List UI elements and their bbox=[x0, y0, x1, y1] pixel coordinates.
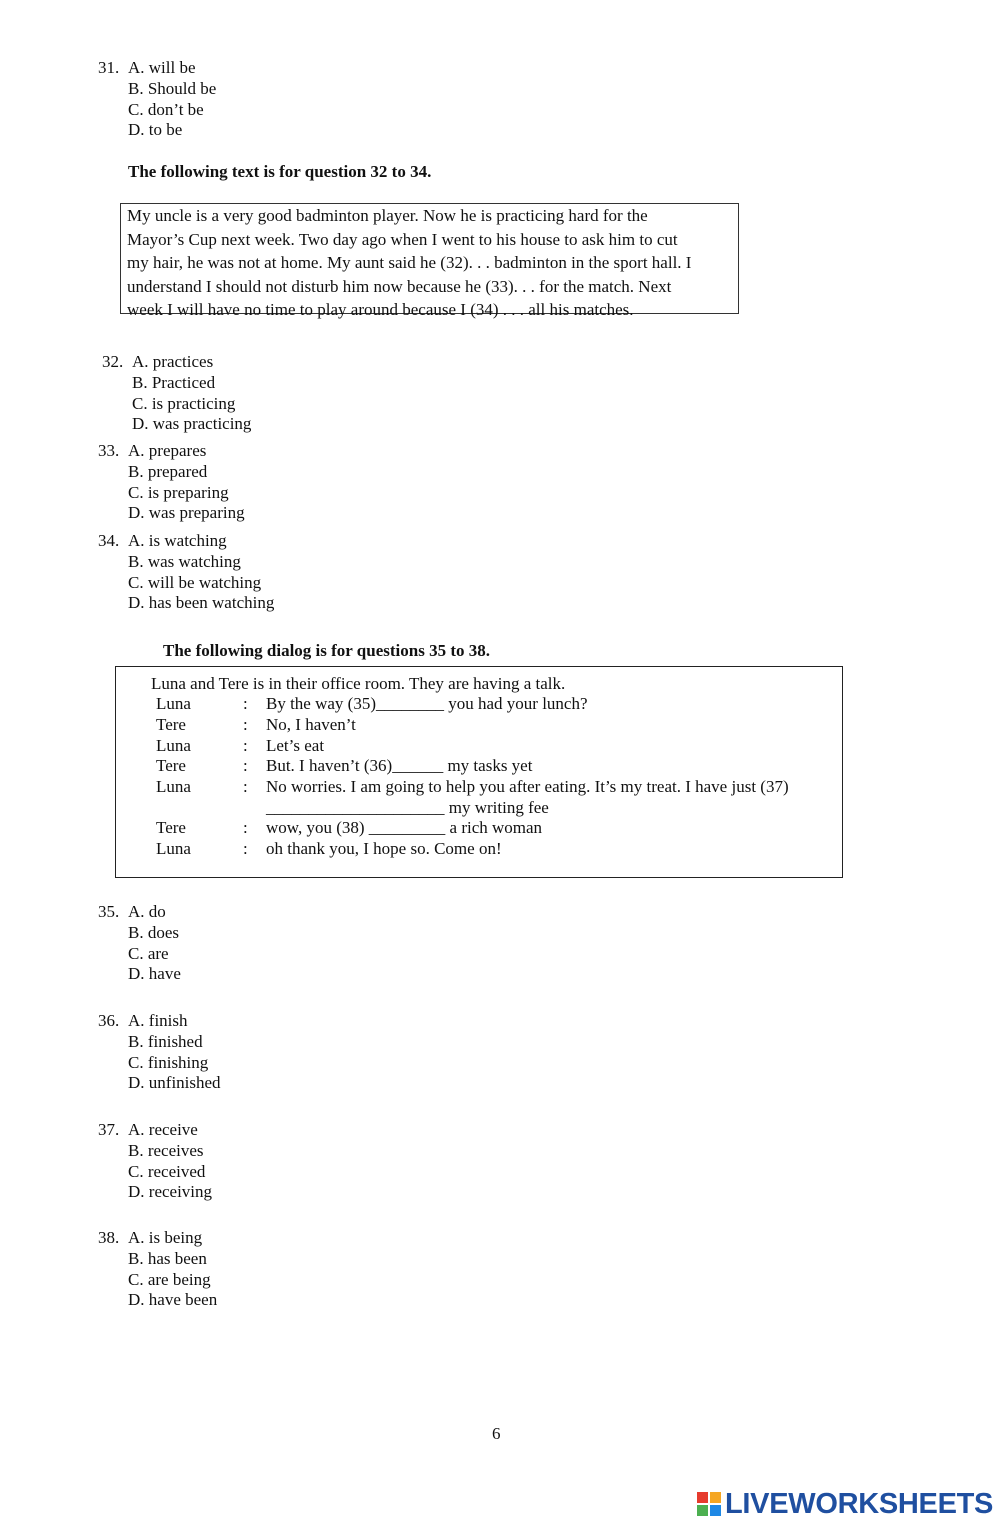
section-heading-35-38: The following dialog is for questions 35 to 38. bbox=[163, 641, 490, 660]
option-c[interactable]: C. is preparing bbox=[128, 482, 229, 502]
dialog-box bbox=[115, 666, 843, 878]
dialog-line: By the way (35)________ you had your lunch? bbox=[266, 694, 588, 713]
dialog-line: No worries. I am going to help you after eating. It’s my treat. I have just (37) bbox=[266, 777, 789, 796]
dialog-intro: Luna and Tere is in their office room. They are having a talk. bbox=[151, 674, 566, 693]
speaker: Luna bbox=[156, 777, 191, 796]
option-c[interactable]: C. is practicing bbox=[132, 393, 236, 413]
option-a[interactable]: A. practices bbox=[132, 352, 214, 371]
speaker: Tere bbox=[156, 818, 186, 837]
option-a[interactable]: A. is watching bbox=[128, 531, 227, 550]
option-c[interactable]: C. are bbox=[128, 943, 169, 963]
option-c[interactable]: C. received bbox=[128, 1161, 206, 1181]
option-c[interactable]: C. will be watching bbox=[128, 572, 262, 592]
option-a[interactable]: A. finish bbox=[128, 1011, 188, 1030]
speaker: Tere bbox=[156, 756, 186, 775]
passage-line: understand I should not disturb him now because he (33). . . for the match. Next bbox=[127, 276, 672, 296]
liveworksheets-logo bbox=[697, 1488, 993, 1520]
dialog-line: _____________________ my writing fee bbox=[266, 798, 549, 817]
dialog-line: oh thank you, I hope so. Come on! bbox=[266, 839, 502, 858]
colon: : bbox=[243, 756, 248, 775]
question-number: 34. bbox=[98, 531, 120, 550]
logo-block bbox=[710, 1492, 721, 1503]
question-number: 33. bbox=[98, 441, 120, 460]
option-c[interactable]: C. finishing bbox=[128, 1052, 209, 1072]
option-b[interactable]: B. prepared bbox=[128, 461, 208, 481]
option-b[interactable]: B. Practiced bbox=[132, 372, 216, 392]
colon: : bbox=[243, 694, 248, 713]
option-b[interactable]: B. was watching bbox=[128, 551, 241, 571]
question-number: 35. bbox=[98, 902, 120, 921]
speaker: Tere bbox=[156, 715, 186, 734]
option-b[interactable]: B. receives bbox=[128, 1140, 204, 1160]
passage-line: week I will have no time to play around because I (34) . . . all his matches. bbox=[127, 300, 634, 320]
option-b[interactable]: B. Should be bbox=[128, 78, 217, 98]
question-number: 38. bbox=[98, 1228, 120, 1247]
option-d[interactable]: D. was preparing bbox=[128, 503, 245, 523]
colon: : bbox=[243, 839, 248, 858]
question-number: 37. bbox=[98, 1120, 120, 1139]
option-d[interactable]: D. has been watching bbox=[128, 593, 275, 613]
option-b[interactable]: B. does bbox=[128, 922, 179, 942]
logo-blocks-icon bbox=[697, 1492, 721, 1516]
question-37 bbox=[98, 1120, 212, 1203]
question-34 bbox=[98, 531, 274, 614]
option-b[interactable]: B. has been bbox=[128, 1248, 207, 1268]
logo-block bbox=[697, 1505, 708, 1516]
passage-line: my hair, he was not at home. My aunt said he (32). . . badminton in the sport hall. I bbox=[127, 253, 692, 273]
passage-line: Mayor’s Cup next week. Two day ago when I went to his house to ask him to cut bbox=[127, 229, 678, 249]
speaker: Luna bbox=[156, 736, 191, 755]
dialog-line: But. I haven’t (36)______ my tasks yet bbox=[266, 756, 533, 775]
logo-block bbox=[710, 1505, 721, 1516]
dialog-line: No, I haven’t bbox=[266, 715, 356, 734]
speaker: Luna bbox=[156, 694, 191, 713]
option-d[interactable]: D. receiving bbox=[128, 1182, 213, 1202]
question-32 bbox=[102, 352, 251, 435]
option-d[interactable]: D. have bbox=[128, 964, 181, 984]
colon: : bbox=[243, 818, 248, 837]
logo-block bbox=[697, 1492, 708, 1503]
colon: : bbox=[243, 715, 248, 734]
option-a[interactable]: A. receive bbox=[128, 1120, 198, 1139]
passage-line: My uncle is a very good badminton player. Now he is practicing hard for the bbox=[127, 206, 648, 225]
section-heading-32-34: The following text is for question 32 to 34. bbox=[128, 162, 432, 181]
dialog-line: wow, you (38) _________ a rich woman bbox=[266, 818, 543, 837]
option-a[interactable]: A. do bbox=[128, 902, 166, 921]
question-number: 32. bbox=[102, 352, 124, 371]
option-d[interactable]: D. to be bbox=[128, 120, 183, 140]
question-35 bbox=[98, 902, 181, 985]
option-c[interactable]: C. are being bbox=[128, 1269, 211, 1289]
option-d[interactable]: D. was practicing bbox=[132, 414, 252, 434]
logo-wordmark: LIVEWORKSHEETS bbox=[725, 1487, 994, 1520]
question-number: 31. bbox=[98, 58, 120, 77]
question-38 bbox=[98, 1228, 217, 1311]
option-d[interactable]: D. have been bbox=[128, 1290, 218, 1310]
colon: : bbox=[243, 736, 248, 755]
colon: : bbox=[243, 777, 248, 796]
option-a[interactable]: A. will be bbox=[128, 58, 196, 77]
question-number: 36. bbox=[98, 1011, 120, 1030]
option-d[interactable]: D. unfinished bbox=[128, 1073, 221, 1093]
question-33 bbox=[98, 441, 245, 524]
speaker: Luna bbox=[156, 839, 191, 858]
page-number: 6 bbox=[492, 1424, 501, 1443]
reading-passage bbox=[120, 203, 739, 320]
question-36 bbox=[98, 1011, 221, 1094]
option-a[interactable]: A. is being bbox=[128, 1228, 203, 1247]
dialog-line: Let’s eat bbox=[266, 736, 325, 755]
question-31 bbox=[98, 58, 216, 141]
option-c[interactable]: C. don’t be bbox=[128, 99, 204, 119]
option-a[interactable]: A. prepares bbox=[128, 441, 207, 460]
option-b[interactable]: B. finished bbox=[128, 1031, 203, 1051]
